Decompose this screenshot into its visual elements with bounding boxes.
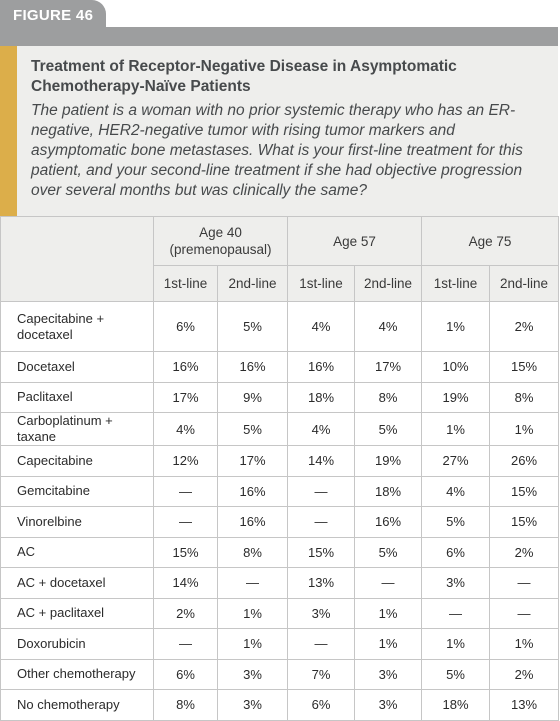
percentage-cell: 4% (355, 302, 422, 352)
treatment-label: Gemcitabine (1, 476, 154, 507)
percentage-cell: — (288, 507, 355, 538)
percentage-cell: 3% (355, 659, 422, 690)
age-group-header-row (1, 217, 559, 266)
percentage-cell: 15% (288, 537, 355, 568)
column-header: 1st-line (154, 266, 218, 302)
percentage-cell: 3% (355, 690, 422, 721)
percentage-cell: 16% (355, 507, 422, 538)
percentage-cell: 5% (355, 413, 422, 446)
figure-header (0, 46, 558, 216)
percentage-cell: 3% (288, 598, 355, 629)
table-row (1, 413, 559, 446)
percentage-cell: 6% (154, 659, 218, 690)
table-row (1, 690, 559, 721)
percentage-cell: 14% (288, 446, 355, 477)
percentage-cell: 1% (355, 629, 422, 660)
percentage-cell: 3% (218, 659, 288, 690)
table-row (1, 568, 559, 599)
treatment-label: AC (1, 537, 154, 568)
percentage-cell: 8% (218, 537, 288, 568)
percentage-cell: 17% (154, 382, 218, 413)
percentage-cell: 6% (288, 690, 355, 721)
figure-tab-label: FIGURE 46 (0, 0, 106, 31)
percentage-cell: 4% (422, 476, 490, 507)
percentage-cell: 2% (154, 598, 218, 629)
percentage-cell: — (154, 476, 218, 507)
treatment-label: Carboplatinum + taxane (1, 413, 154, 446)
percentage-cell: 16% (288, 352, 355, 383)
table-row (1, 446, 559, 477)
percentage-cell: 9% (218, 382, 288, 413)
treatment-label: Doxorubicin (1, 629, 154, 660)
percentage-cell: 5% (422, 507, 490, 538)
percentage-cell: 27% (422, 446, 490, 477)
percentage-cell: — (218, 568, 288, 599)
age-group-header: Age 40 (premenopausal) (154, 217, 288, 266)
treatment-label: Capecitabine (1, 446, 154, 477)
results-table-wrapper (0, 216, 560, 713)
percentage-cell: 1% (490, 629, 559, 660)
percentage-cell: — (490, 568, 559, 599)
treatment-label: No chemotherapy (1, 690, 154, 721)
percentage-cell: 26% (490, 446, 559, 477)
table-row (1, 598, 559, 629)
percentage-cell: 16% (218, 507, 288, 538)
percentage-cell: 1% (422, 413, 490, 446)
percentage-cell: 19% (355, 446, 422, 477)
percentage-cell: 10% (422, 352, 490, 383)
table-row (1, 352, 559, 383)
percentage-cell: 16% (218, 352, 288, 383)
survey-question: The patient is a woman with no prior systemic therapy who has an ER-negative, HER2-negative tumor with rising tumor markers and asymptomatic bone metastases. What is your first-line treatment for this patient, and your second-line treatment if she had objective progression over several months but was clinically the same? (31, 102, 523, 199)
percentage-cell: — (422, 598, 490, 629)
percentage-cell: 6% (154, 302, 218, 352)
percentage-cell: 3% (218, 690, 288, 721)
column-header: 2nd-line (218, 266, 288, 302)
treatment-label: Other chemotherapy (1, 659, 154, 690)
treatment-label: AC + docetaxel (1, 568, 154, 599)
percentage-cell: — (490, 598, 559, 629)
percentage-cell: — (154, 507, 218, 538)
percentage-cell: 1% (422, 629, 490, 660)
treatment-label: Docetaxel (1, 352, 154, 383)
figure-title (31, 57, 548, 97)
percentage-cell: 14% (154, 568, 218, 599)
percentage-cell: 12% (154, 446, 218, 477)
treatment-label: AC + paclitaxel (1, 598, 154, 629)
percentage-cell: 5% (355, 537, 422, 568)
percentage-cell: 15% (490, 476, 559, 507)
figure-title-line1: Treatment of Receptor-Negative Disease in Asymptomatic (31, 58, 457, 75)
column-header: 2nd-line (355, 266, 422, 302)
treatment-label: Vinorelbine (1, 507, 154, 538)
column-header: 1st-line (422, 266, 490, 302)
percentage-cell: 5% (422, 659, 490, 690)
percentage-cell: 1% (422, 302, 490, 352)
percentage-cell: 1% (218, 629, 288, 660)
percentage-cell: 7% (288, 659, 355, 690)
treatment-label: Paclitaxel (1, 382, 154, 413)
column-header: 2nd-line (490, 266, 559, 302)
percentage-cell: 16% (154, 352, 218, 383)
percentage-cell: 2% (490, 537, 559, 568)
percentage-cell: 2% (490, 302, 559, 352)
percentage-cell: 8% (355, 382, 422, 413)
percentage-cell: 1% (355, 598, 422, 629)
percentage-cell: 19% (422, 382, 490, 413)
percentage-cell: 15% (490, 507, 559, 538)
percentage-cell: 15% (154, 537, 218, 568)
table-row (1, 507, 559, 538)
table-row (1, 659, 559, 690)
results-table (0, 216, 559, 721)
percentage-cell: 17% (218, 446, 288, 477)
percentage-cell: 17% (355, 352, 422, 383)
percentage-cell: — (355, 568, 422, 599)
table-row (1, 537, 559, 568)
percentage-cell: 16% (218, 476, 288, 507)
percentage-cell: 18% (288, 382, 355, 413)
figure-title-line2: Chemotherapy-Naïve Patients (31, 78, 251, 95)
treatment-label: Capecitabine + docetaxel (1, 302, 154, 352)
percentage-cell: — (288, 476, 355, 507)
percentage-cell: 1% (490, 413, 559, 446)
table-row (1, 302, 559, 352)
percentage-cell: 5% (218, 413, 288, 446)
percentage-cell: 13% (288, 568, 355, 599)
percentage-cell: 1% (218, 598, 288, 629)
age-group-header: Age 75 (422, 217, 559, 266)
percentage-cell: 18% (355, 476, 422, 507)
percentage-cell: 4% (288, 302, 355, 352)
percentage-cell: 3% (422, 568, 490, 599)
column-header: 1st-line (288, 266, 355, 302)
table-row (1, 382, 559, 413)
percentage-cell: 8% (490, 382, 559, 413)
percentage-cell: 2% (490, 659, 559, 690)
percentage-cell: 4% (154, 413, 218, 446)
percentage-cell: 4% (288, 413, 355, 446)
percentage-cell: 8% (154, 690, 218, 721)
percentage-cell: 13% (490, 690, 559, 721)
percentage-cell: — (154, 629, 218, 660)
percentage-cell: 5% (218, 302, 288, 352)
table-row (1, 629, 559, 660)
age-group-header: Age 57 (288, 217, 422, 266)
table-row (1, 476, 559, 507)
corner-cell (1, 217, 154, 302)
percentage-cell: 18% (422, 690, 490, 721)
percentage-cell: 15% (490, 352, 559, 383)
percentage-cell: — (288, 629, 355, 660)
percentage-cell: 6% (422, 537, 490, 568)
table-body (1, 302, 559, 721)
